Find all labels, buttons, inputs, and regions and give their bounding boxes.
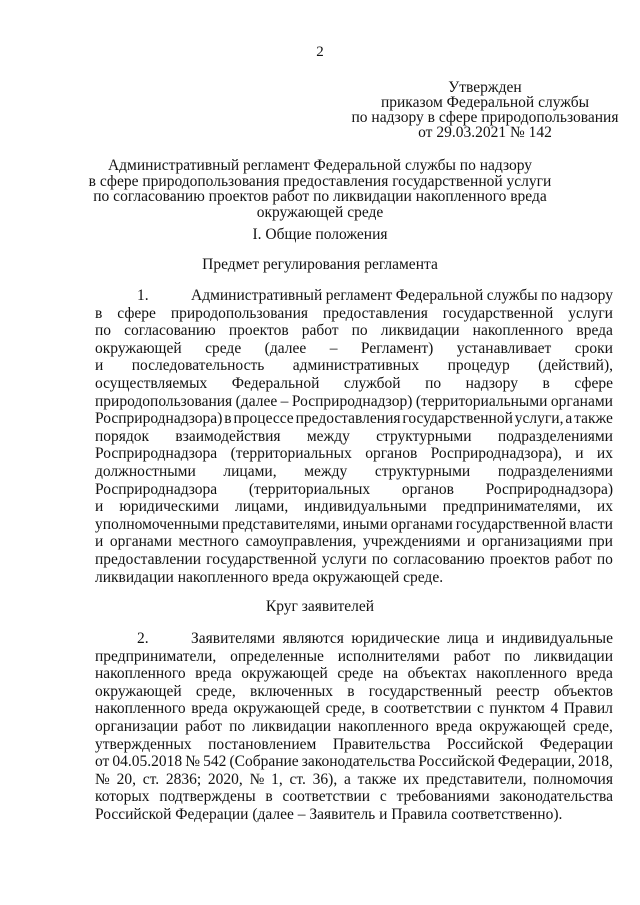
paragraph-line: окружающей среде, включенных в государственный реестр объектов <box>95 682 613 700</box>
paragraph-line: и юридическими лицами, индивидуальными предпринимателями, их <box>95 498 613 516</box>
paragraph-line: Росприроднадзора (территориальных органов Росприроднадзора), и их <box>95 445 613 463</box>
paragraph-line: утвержденных постановлением Правительства Российской Федерации <box>95 735 613 753</box>
paragraph-line: которых подтверждены в соответствии с требованиями законодательства <box>95 788 613 806</box>
title-line-4: окружающей среде <box>256 203 384 221</box>
approval-line-3: по надзору в сфере природопользования <box>351 109 619 126</box>
subheading-regulation-subject: Предмет регулирования регламента <box>202 256 438 273</box>
section-heading: I. Общие положения <box>252 226 388 243</box>
approval-line-4: от 29.03.2021 № 142 <box>418 124 552 141</box>
paragraph-line: накопленного вреда окружающей среде, в соответствии с пунктом 4 Правил <box>95 700 613 718</box>
paragraph-line: ликвидации накопленного вреда окружающей среде. <box>95 568 444 586</box>
title-line-1: Административный регламент Федеральной службы по надзору <box>107 157 533 174</box>
paragraph-line: и последовательность административных процедур (действий), <box>95 357 613 375</box>
paragraph-line: окружающей среде (далее – Регламент) устанавливает сроки <box>95 339 613 357</box>
page-number: 2 <box>316 44 324 60</box>
paragraph-line: осуществляемых Федеральной службой по надзору в сфере <box>95 374 613 392</box>
paragraph-line: от 04.05.2018 № 542 (Собрание законодательства Российской Федерации, 2018, <box>95 753 613 771</box>
paragraph-line: 1. Административный регламент Федеральной службы по надзору <box>95 287 613 305</box>
paragraph-line: организации работ по ликвидации накопленного вреда окружающей среде, <box>95 717 613 735</box>
approval-line-2: приказом Федеральной службы <box>380 94 590 111</box>
paragraph-line: Росприроднадзора) в процессе предоставления государственной услуги, а также <box>95 410 613 428</box>
paragraph-line: накопленного вреда окружающей среде на объектах накопленного вреда <box>95 665 613 683</box>
paragraph-line: в сфере природопользования предоставления государственной услуги <box>95 304 613 322</box>
paragraph-line: Росприроднадзора (территориальных органов Росприроднадзора) <box>95 480 613 498</box>
title-line-2: в сфере природопользования предоставления государственной услуги <box>88 172 552 190</box>
paragraph-number: 1. <box>137 287 149 304</box>
paragraph-line: уполномоченными представителями, иными органами государственной власти <box>95 515 613 533</box>
paragraph-line: 2. Заявителями являются юридические лица и индивидуальные <box>95 630 613 648</box>
paragraph-line: по согласованию проектов работ по ликвидации накопленного вреда <box>95 322 613 340</box>
paragraph-number: 2. <box>137 630 149 647</box>
paragraph-line: природопользования (далее – Росприроднадзор) (территориальными органами <box>95 392 613 410</box>
document-title <box>80 158 560 220</box>
paragraph-line: Российской Федерации (далее – Заявитель и Правила соответственно). <box>95 805 563 823</box>
subheading-applicants: Круг заявителей <box>265 598 375 615</box>
paragraph-line: должностными лицами, между структурными подразделениями <box>95 462 613 480</box>
paragraph-line: № 20, ст. 2836; 2020, № 1, ст. 36), а также их представители, полномочия <box>95 770 613 788</box>
paragraph-line: предоставлении государственной услуги по согласованию проектов работ по <box>95 550 613 568</box>
paragraph-2 <box>95 630 613 824</box>
approval-line-1: Утвержден <box>448 79 522 96</box>
paragraph-line: предприниматели, определенные исполнителями работ по ликвидации <box>95 647 613 665</box>
paragraph-1 <box>95 287 613 586</box>
paragraph-line: порядок взаимодействия между структурными подразделениями <box>95 427 613 445</box>
paragraph-line: и органами местного самоуправления, учреждениями и организациями при <box>95 533 613 551</box>
title-line-3: по согласованию проектов работ по ликвидации накопленного вреда <box>93 188 547 205</box>
approval-stamp <box>320 80 640 140</box>
